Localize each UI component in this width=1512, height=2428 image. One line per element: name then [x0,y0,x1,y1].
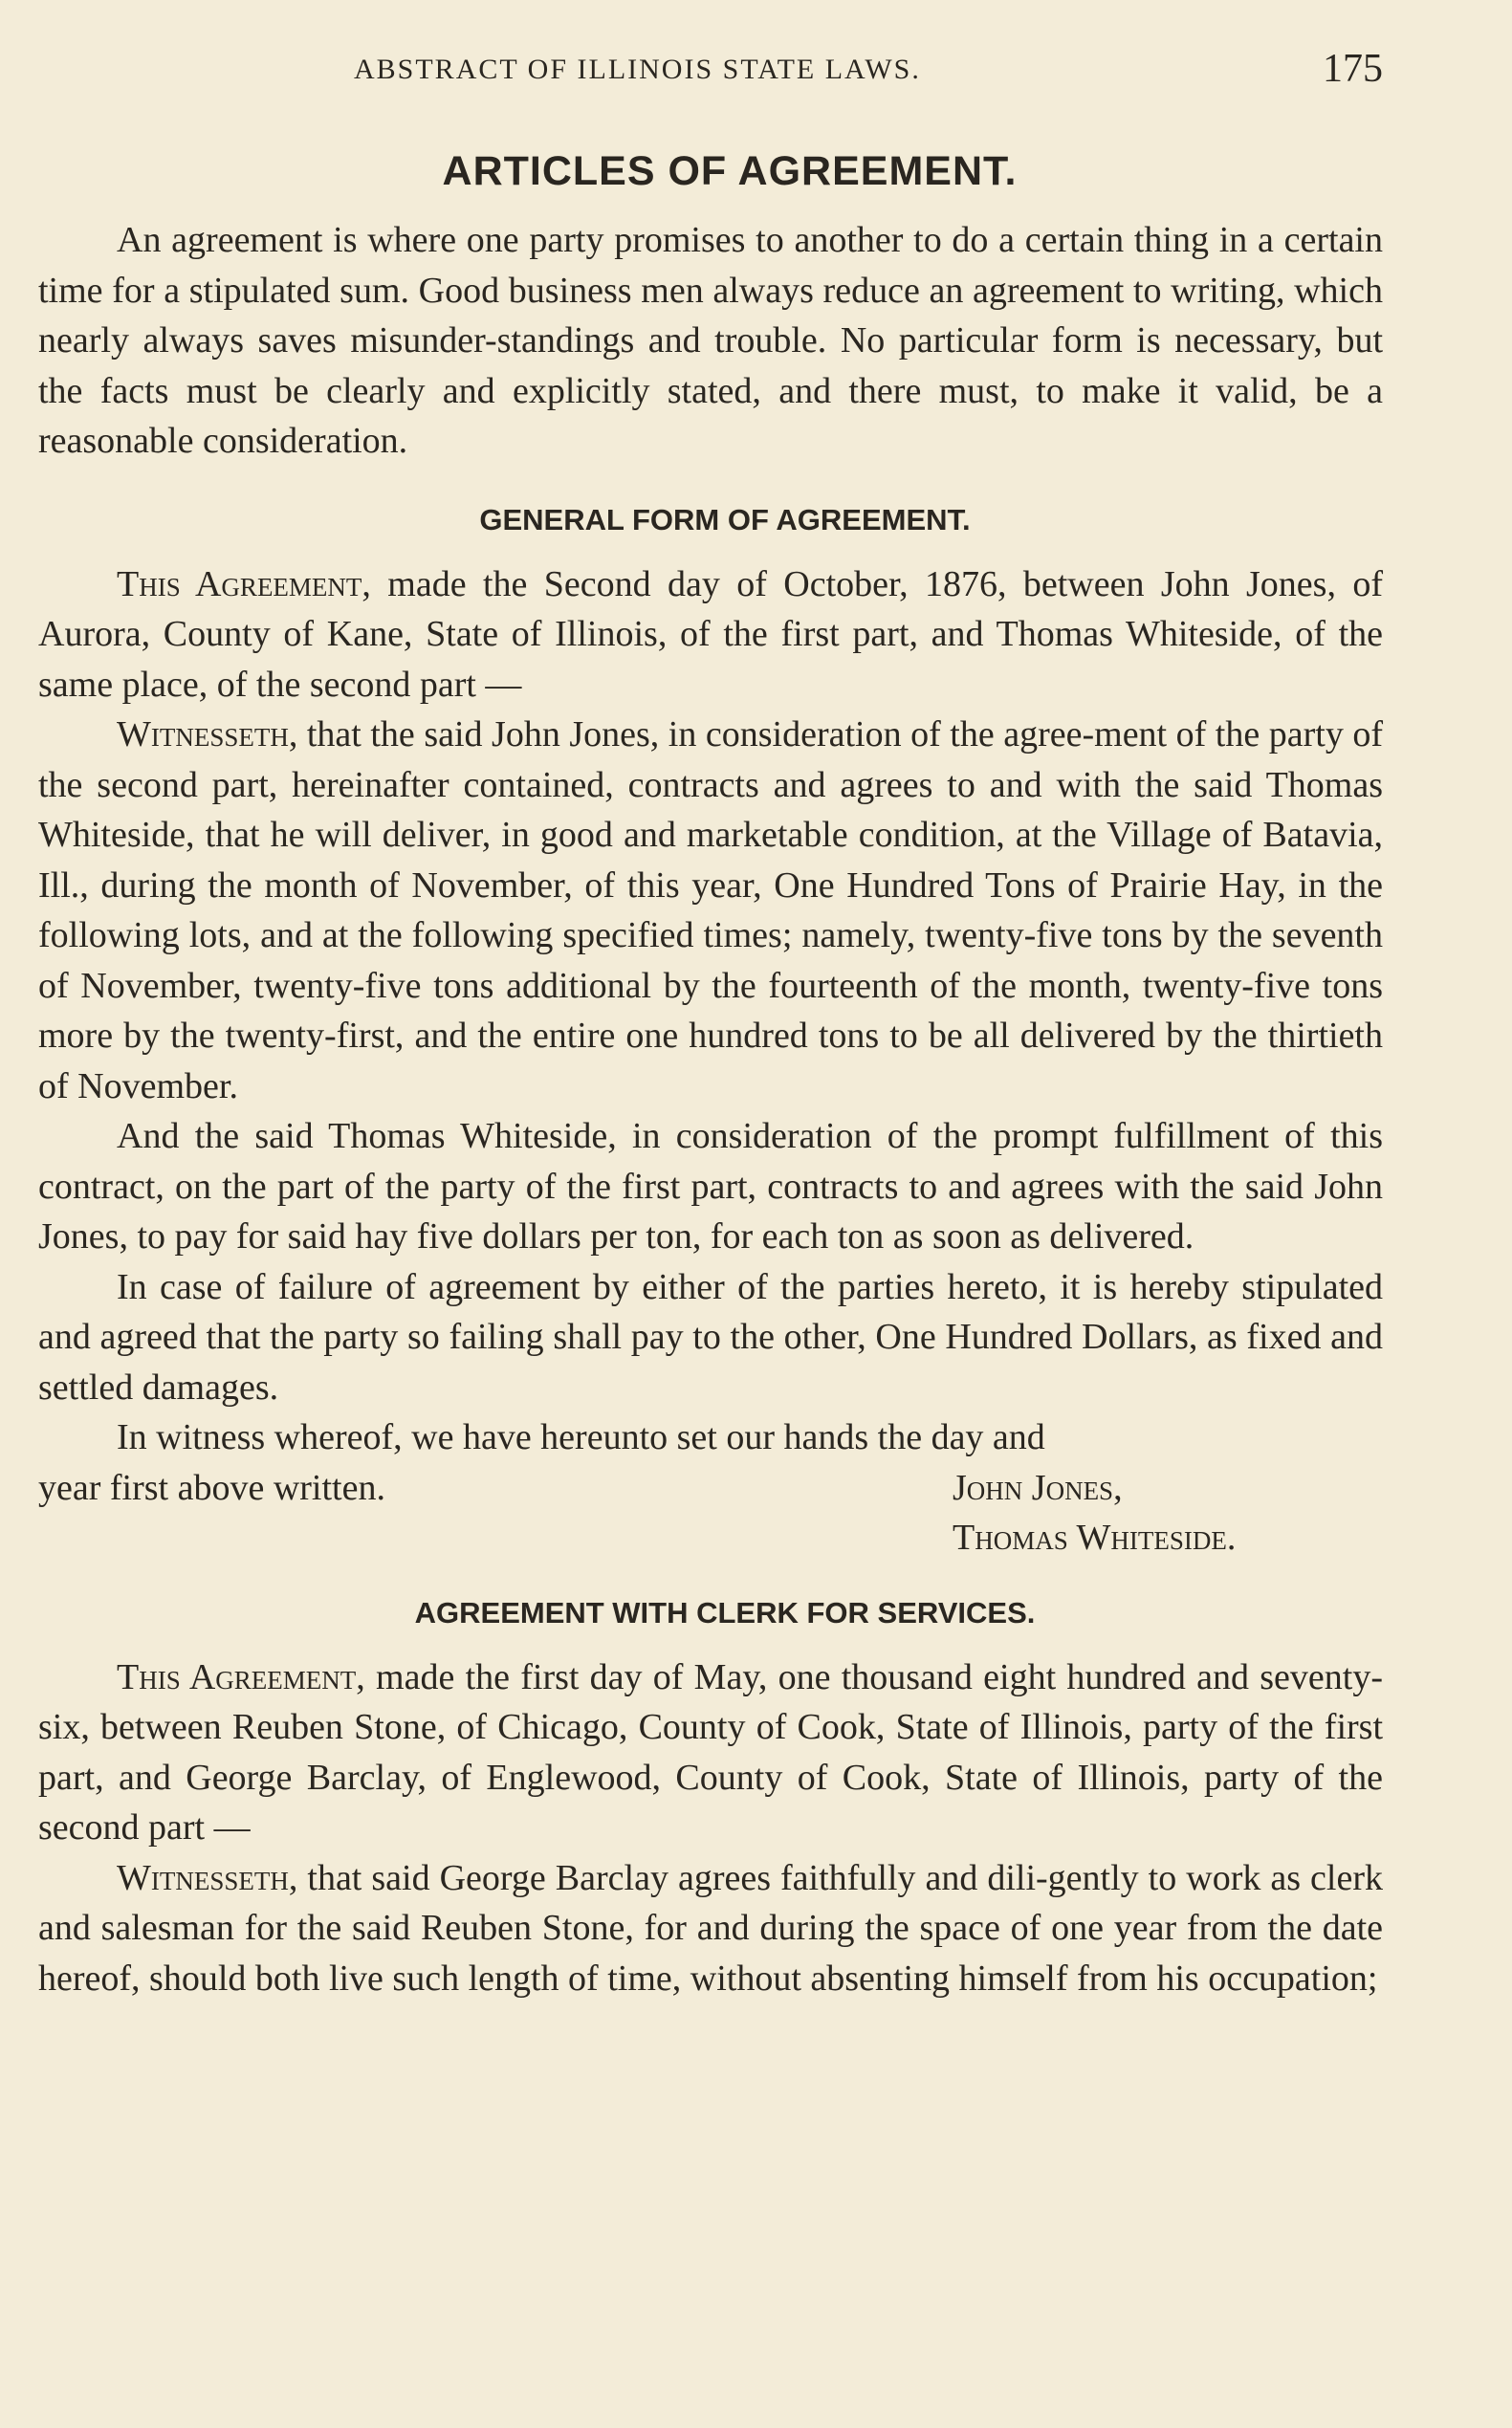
general-form-paragraph-2 [38,710,1383,1111]
clerk-agreement-paragraph-2 [38,1853,1383,2004]
clerk-agreement-title: AGREEMENT WITH CLERK FOR SERVICES. [414,1595,1036,1630]
signature-thomas-whiteside: Thomas Whiteside. [953,1518,1237,1558]
general-form-paragraph-1 [38,559,1383,711]
intro-paragraph: An agreement is where one party promises to another to do a certain thing in a certain time for a stipulated sum. Good business men always reduce an agreement to writing, which nearly always saves misunder-standings and trouble. No particular form is necessary, but the facts must be clearly and explicitly stated, and there must, to make it valid, be a reasonable consideration. [38,220,1383,461]
section-title: ARTICLES OF AGREEMENT. [442,148,1018,194]
clerk-witnesseth-lead: Witnesseth, [117,1857,298,1898]
signature-block [38,1463,1383,1564]
agreement-lead: This Agreement, [117,563,371,604]
general-form-paragraph-3: And the said Thomas Whiteside, in consideration of the prompt fulfillment of this contract, on the part of the party of the first part, contracts to and agrees with the said John Jones, to pay for said hay five dollars per ton, for each ton as soon as delivered. [38,1116,1383,1257]
clerk-agreement-paragraph-2-text: that said George Barclay agrees faithfully and dili-gently to work as clerk and salesman for the said Reuben Stone, for and during the space of one year from the date hereof, should both live such length of time, without absenting himself from his occupation; [38,1857,1383,1999]
general-form-paragraph-5: In witness whereof, we have hereunto set our hands the day and [117,1417,1045,1457]
general-form-title: GENERAL FORM OF AGREEMENT. [479,502,971,536]
clerk-agreement-lead: This Agreement, [117,1656,365,1697]
document-page [38,46,1383,2003]
clerk-agreement-paragraph-1 [38,1652,1383,1853]
general-form-paragraph-2-text: that the said John Jones, in consideration of the agree-ment of the party of the second part, hereinafter contained, contracts and agrees to and with the said Thomas Whiteside, that he will deliver, in good and marketable condition, at the Village of Batavia, Ill., during the month of November, of this year, One Hundred Tons of Prairie Hay, in the following lots, and at the following specified times; namely, twenty-five tons by the seventh of November, twenty-five tons additional by the fourteenth of the month, twenty-five tons more by the twenty-first, and the entire one hundred tons to be all delivered by the thirtieth of November. [38,714,1383,1106]
clerk-agreement-paragraph-1-text: made the first day of May, one thousand eight hundred and seventy-six, between Reuben Stone, of Chicago, County of Cook, State of Illinois, party of the first part, and George Barclay, of Englewood, County of Cook, State of Illinois, party of the second part — [38,1656,1383,1848]
witnesseth-lead: Witnesseth, [117,714,298,755]
page-number: 175 [1323,47,1383,91]
running-title: ABSTRACT OF ILLINOIS STATE LAWS. [354,54,921,85]
signature-john-jones: John Jones, [953,1467,1123,1508]
general-form-paragraph-4: In case of failure of agreement by either of the parties hereto, it is hereby stipulated and agreed that the party so failing shall pay to the other, One Hundred Dollars, as fixed and settled damages. [38,1266,1383,1408]
running-head [38,46,1383,107]
witness-closing: year first above written. [38,1467,385,1508]
general-form-paragraph-1-text: made the Second day of October, 1876, between John Jones, of Aurora, County of Kane, State of Illinois, of the first part, and Thomas Whiteside, of the same place, of the second part — [38,563,1383,705]
